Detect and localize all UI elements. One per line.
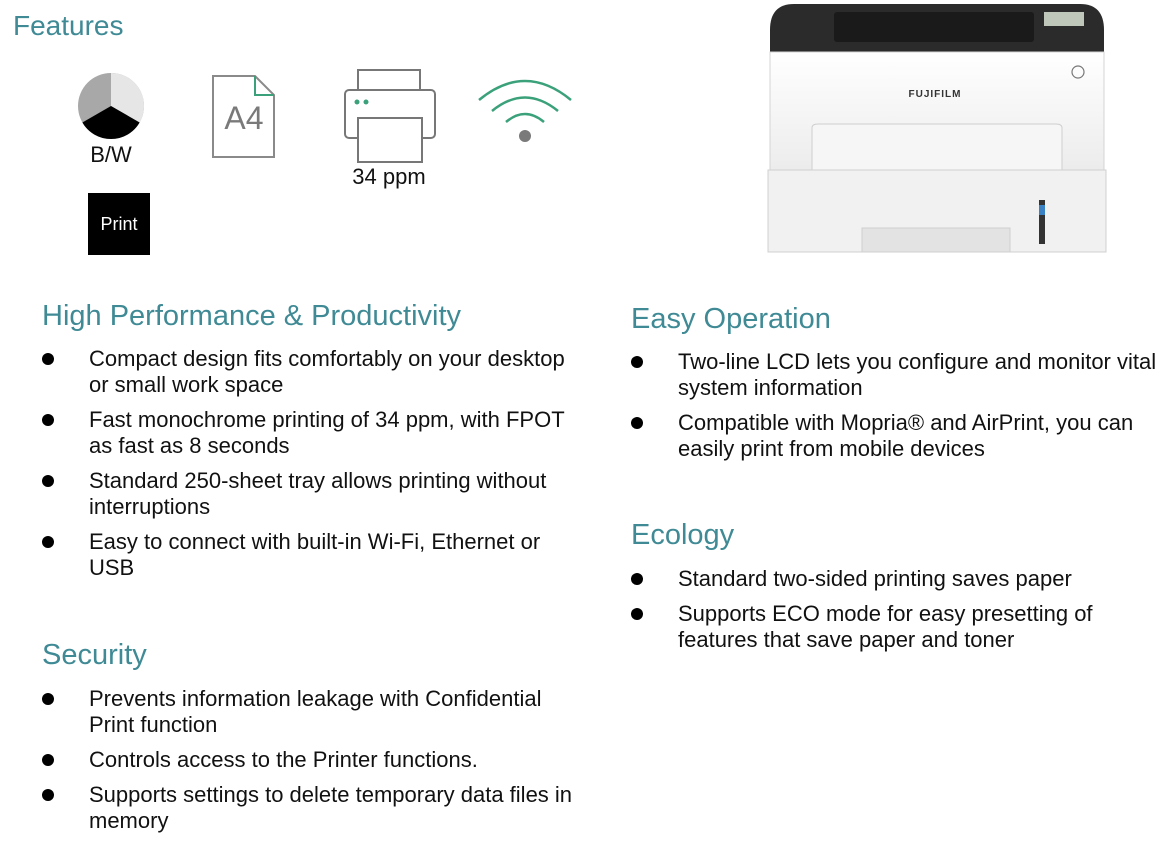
- list-item: Supports settings to delete temporary data files in memory: [42, 782, 582, 834]
- list-item: Prevents information leakage with Confidential Print function: [42, 686, 582, 738]
- list-item: Easy to connect with built-in Wi-Fi, Ethernet or USB: [42, 529, 582, 581]
- wifi-icon: [475, 74, 575, 146]
- operation-title: Easy Operation: [631, 303, 831, 335]
- list-item: Standard two-sided printing saves paper: [631, 566, 1163, 592]
- ppm-label: 34 ppm: [352, 164, 426, 189]
- printer-icon: [343, 68, 437, 164]
- bw-pie-icon: [77, 72, 145, 140]
- ecology-title: Ecology: [631, 519, 735, 551]
- performance-list: [42, 346, 582, 590]
- performance-title: High Performance & Productivity: [42, 300, 462, 332]
- security-title: Security: [42, 639, 147, 671]
- ecology-list: [631, 566, 1163, 662]
- list-item: Standard 250-sheet tray allows printing without interruptions: [42, 468, 582, 520]
- list-item: Supports ECO mode for easy presetting of features that save paper and toner: [631, 601, 1163, 653]
- security-list: [42, 686, 582, 843]
- operation-list: [631, 349, 1163, 471]
- print-badge: Print: [88, 193, 150, 255]
- list-item: Two-line LCD lets you configure and monitor vital system information: [631, 349, 1163, 401]
- a4-label: A4: [224, 100, 264, 136]
- features-title: Features: [13, 10, 124, 41]
- bw-label: B/W: [90, 142, 132, 167]
- list-item: Compact design fits comfortably on your desktop or small work space: [42, 346, 582, 398]
- printer-brand-logo: FUJIFILM: [908, 89, 962, 100]
- list-item: Fast monochrome printing of 34 ppm, with FPOT as fast as 8 seconds: [42, 407, 582, 459]
- list-item: Controls access to the Printer functions.: [42, 747, 582, 773]
- list-item: Compatible with Mopria® and AirPrint, you can easily print from mobile devices: [631, 410, 1163, 462]
- printer-product-image: [764, 0, 1110, 256]
